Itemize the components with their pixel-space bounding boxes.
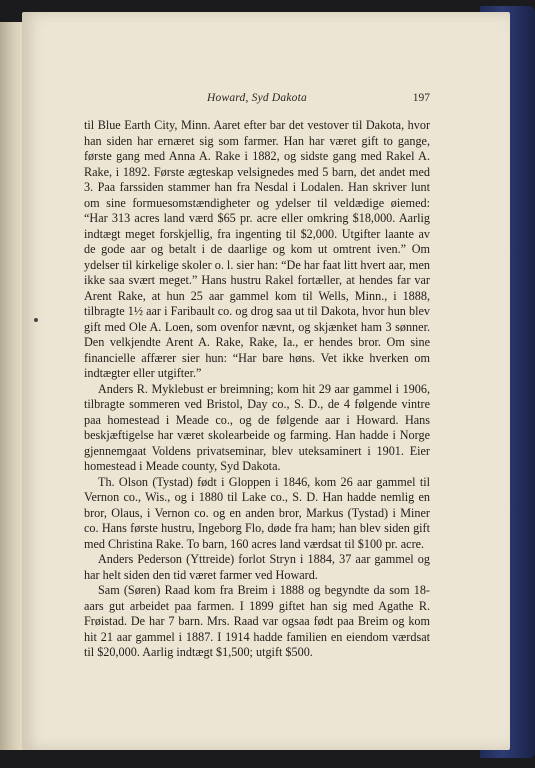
paragraph-raad: Sam (Søren) Raad kom fra Breim i 1888 og begyndte da som 18-aars gut arbeidet paa farmen. I 1899 giftet han sig med Agathe R. Frøistad. De har 7 barn. Mrs. Raad var ogsaa født paa Breim og kom hit 21 aar gammel i 1887. I 1914 hadde familien en eiendom værdsat til $20,000. Aarlig indtægt $1,500; utgift $500. [84,583,430,659]
left-page-edge [0,22,24,750]
body-text [84,118,430,661]
paragraph-rake: til Blue Earth City, Minn. Aaret efter bar det vestover til Dakota, hvor han siden har ernæret sig som farmer. Han har været gift to gange, første gang med Anna A. Rake i 1882, og sidste gang med Rakel A. Rake, i 1892. Første ægteskap velsignedes med 5 barn, det andet med 3. Paa farssiden stammer han fra Nesdal i Lodalen. Han skriver lunt om sine formuesomstændigheter og ydelser til veldædige øiemed: “Har 313 acres land værd $65 pr. acre eller omkring $18,000. Aarlig indtægt meget forskjellig, fra ingenting til $2,000. Utgifter laante av de gode aar og betalt i de daarlige og kom ut omtrent iven.” Om ydelser til kirkelige skoler o. l. sier han: “De har faat litt hvert aar, men ikke saa svært meget.” Hans hustru Rakel fortæller, at hendes far var Arent Rake, at hun 25 aar gammel kom til Wells, Minn., i 1888, tilbragte 1½ aar i Faribault co. og drog saa ut til Dakota, hvor hun blev gift med Ole A. Loen, som ovenfor nævnt, og skjænket ham 3 sønner. Den velkjendte Arent A. Rake, Rake, Ia., er hendes bror. Om sine financielle affærer sier hun: “Har bare høns. Vet ikke hverken om indtægter eller utgifter.” [84,118,430,380]
running-title: Howard, Syd Dakota [207,92,307,104]
paragraph-olson: Th. Olson (Tystad) født i Gloppen i 1846, kom 26 aar gammel til Vernon co., Wis., og i 1880 til Lake co., S. D. Han hadde nemlig en bror, Olaus, i Vernon co. og en anden bror, Markus (Tystad) i Miner co. Hans første hustru, Ingeborg Flo, døde fra ham; han blev siden gift med Christina Rake. To barn, 160 acres land værdsat til $100 pr. acre. [84,474,430,551]
margin-mark [34,318,38,322]
running-header [84,92,430,110]
paragraph-myklebust: Anders R. Myklebust er breimning; kom hit 29 aar gammel i 1906, tilbragte sommeren ved Bristol, Day co., S. D., de 4 følgende vintre paa homestead i Meade co., og de følgende aar i Howard. Hans beskjæftigelse har været skolearbeide og farming. Han hadde i Norge gjennemgaat Voldens privatseminar, blev uteksaminert i 1901. Eier homestead i Meade county, Syd Dakota. [84,381,430,473]
paragraph-pederson: Anders Pederson (Yttreide) forlot Stryn i 1884, 37 aar gammel og har helt siden den tid været farmer ved Howard. [84,552,430,582]
page-number: 197 [412,92,430,104]
